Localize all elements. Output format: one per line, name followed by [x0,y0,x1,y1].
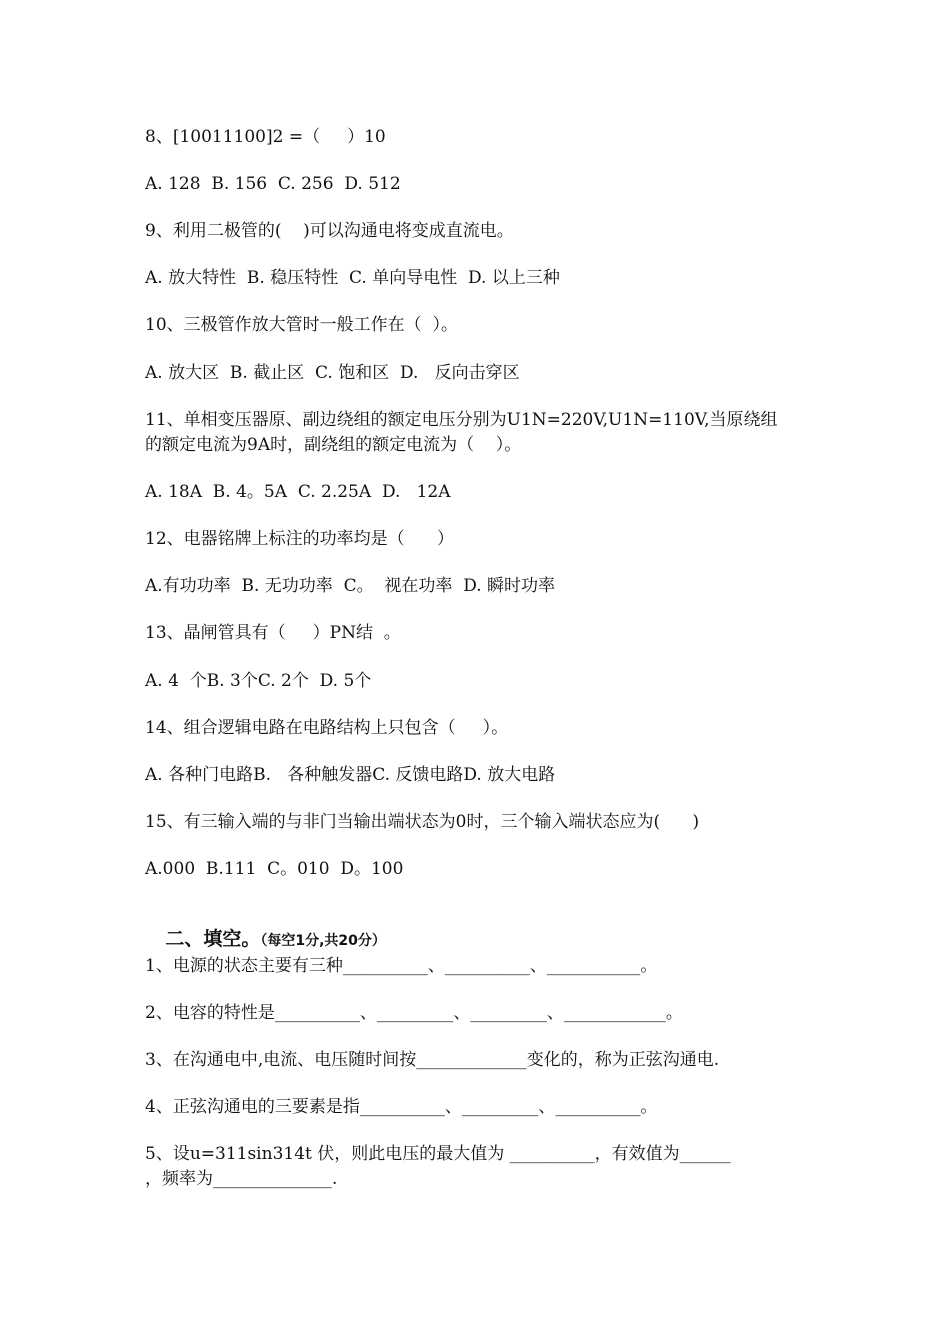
fill-blank-4: 4、正弦沟通电的三要素是指__________、_________、__________。 [145,1097,658,1117]
question-15-stem: 15、有三输入端的与非门当输出端状态为0时，三个输入端状态应为( ) [145,812,700,832]
question-10-options: A. 放大区 B. 截止区 C. 饱和区 D. 反向击穿区 [145,363,520,383]
question-13-options: A. 4 个B. 3个C. 2个 D. 5个 [145,671,372,691]
question-11-stem-continued: 的额定电流为9A时，副绕组的额定电流为（ ）。 [145,435,522,455]
question-12-stem: 12、电器铭牌上标注的功率均是（ ） [145,529,455,549]
section-scoring-note: （每空1分,共20分） [260,933,386,949]
question-14-stem: 14、组合逻辑电路在电路结构上只包含（ ）。 [145,718,509,738]
section-title: 二、填空。 [165,928,261,950]
question-9-stem: 9、利用二极管的( )可以沟通电将变成直流电。 [145,221,514,241]
question-15-options: A.000 B.111 C。010 D。100 [145,859,404,879]
fill-blank-5-continued: ，频率为______________. [145,1169,338,1189]
question-9-options: A. 放大特性 B. 稳压特性 C. 单向导电性 D. 以上三种 [145,268,560,288]
question-12-options: A.有功功率 B. 无功功率 C。 视在功率 D. 瞬时功率 [145,576,556,596]
question-8-stem: 8、[10011100]2 =（ ）10 [145,127,386,147]
question-13-stem: 13、晶闸管具有（ ）PN结 。 [145,623,401,643]
fill-blank-3: 3、在沟通电中,电流、电压随时间按_____________变化的，称为正弦沟通电. [145,1050,720,1070]
question-8-options: A. 128 B. 156 C. 256 D. 512 [145,174,401,194]
fill-blank-1: 1、电源的状态主要有三种__________、__________、___________。 [145,956,658,976]
question-14-options: A. 各种门电路B. 各种触发器C. 反馈电路D. 放大电路 [145,765,556,785]
question-11-stem: 11、单相变压器原、副边绕组的额定电压分别为U1N=220V,U1N=110V,当原绕组 [145,410,778,430]
question-11-options: A. 18A B. 4。5A C. 2.25A D. 12A [145,482,451,502]
fill-blank-2: 2、电容的特性是__________、_________、_________、____________。 [145,1003,683,1023]
question-10-stem: 10、三极管作放大管时一般工作在（ ）。 [145,315,458,335]
fill-blank-5: 5、设u=311sin314t 伏，则此电压的最大值为 __________，有效值为______ [145,1144,731,1164]
